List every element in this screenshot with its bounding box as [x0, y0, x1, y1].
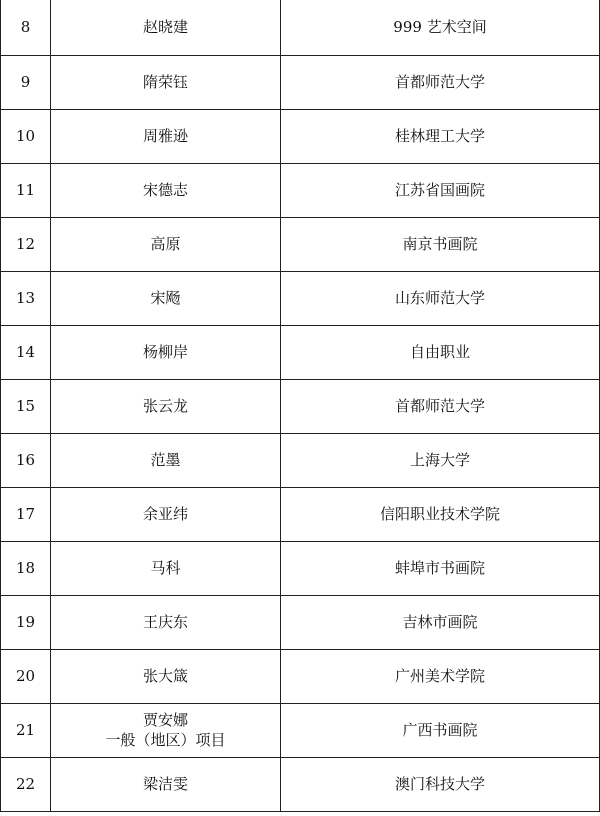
person-name: 杨柳岸 — [51, 325, 281, 379]
person-name: 马科 — [51, 541, 281, 595]
organization: 自由职业 — [281, 325, 600, 379]
row-number: 10 — [1, 109, 51, 163]
table-row — [1, 379, 600, 433]
table-row — [1, 757, 600, 811]
person-name: 赵晓建 — [51, 0, 281, 55]
organization: 蚌埠市书画院 — [281, 541, 600, 595]
table-row — [1, 433, 600, 487]
row-number: 8 — [1, 0, 51, 55]
person-name: 余亚纬 — [51, 487, 281, 541]
organization: 信阳职业技术学院 — [281, 487, 600, 541]
table-row — [1, 0, 600, 55]
table-row — [1, 109, 600, 163]
organization: 南京书画院 — [281, 217, 600, 271]
table-row — [1, 271, 600, 325]
person-name: 高原 — [51, 217, 281, 271]
person-name: 王庆东 — [51, 595, 281, 649]
table-row — [1, 703, 600, 757]
organization: 桂林理工大学 — [281, 109, 600, 163]
organization: 上海大学 — [281, 433, 600, 487]
organization: 999 艺术空间 — [281, 0, 600, 55]
organization: 山东师范大学 — [281, 271, 600, 325]
person-name-cell — [51, 703, 281, 757]
person-name: 宋德志 — [51, 163, 281, 217]
person-name: 范墨 — [51, 433, 281, 487]
organization: 江苏省国画院 — [281, 163, 600, 217]
person-name: 隋荣钰 — [51, 55, 281, 109]
organization: 首都师范大学 — [281, 379, 600, 433]
table-row — [1, 55, 600, 109]
person-name: 周雅逊 — [51, 109, 281, 163]
organization: 澳门科技大学 — [281, 757, 600, 811]
row-number: 17 — [1, 487, 51, 541]
person-name: 贾安娜 — [142, 711, 188, 729]
table-row — [1, 325, 600, 379]
row-number: 11 — [1, 163, 51, 217]
organization: 吉林市画院 — [281, 595, 600, 649]
row-number: 19 — [1, 595, 51, 649]
table-row — [1, 649, 600, 703]
person-name: 梁洁雯 — [51, 757, 281, 811]
table-row — [1, 163, 600, 217]
table-row — [1, 487, 600, 541]
row-number: 12 — [1, 217, 51, 271]
row-number: 16 — [1, 433, 51, 487]
project-category-note: 一般（地区）项目 — [105, 731, 226, 749]
row-number: 13 — [1, 271, 51, 325]
row-number: 22 — [1, 757, 51, 811]
table-row — [1, 541, 600, 595]
organization: 首都师范大学 — [281, 55, 600, 109]
row-number: 18 — [1, 541, 51, 595]
table-row — [1, 217, 600, 271]
table-row — [1, 595, 600, 649]
row-number: 14 — [1, 325, 51, 379]
person-name: 张云龙 — [51, 379, 281, 433]
person-name: 宋飏 — [51, 271, 281, 325]
person-name: 张大箴 — [51, 649, 281, 703]
row-number: 9 — [1, 55, 51, 109]
organization: 广州美术学院 — [281, 649, 600, 703]
row-number: 21 — [1, 703, 51, 757]
organization: 广西书画院 — [281, 703, 600, 757]
row-number: 20 — [1, 649, 51, 703]
row-number: 15 — [1, 379, 51, 433]
